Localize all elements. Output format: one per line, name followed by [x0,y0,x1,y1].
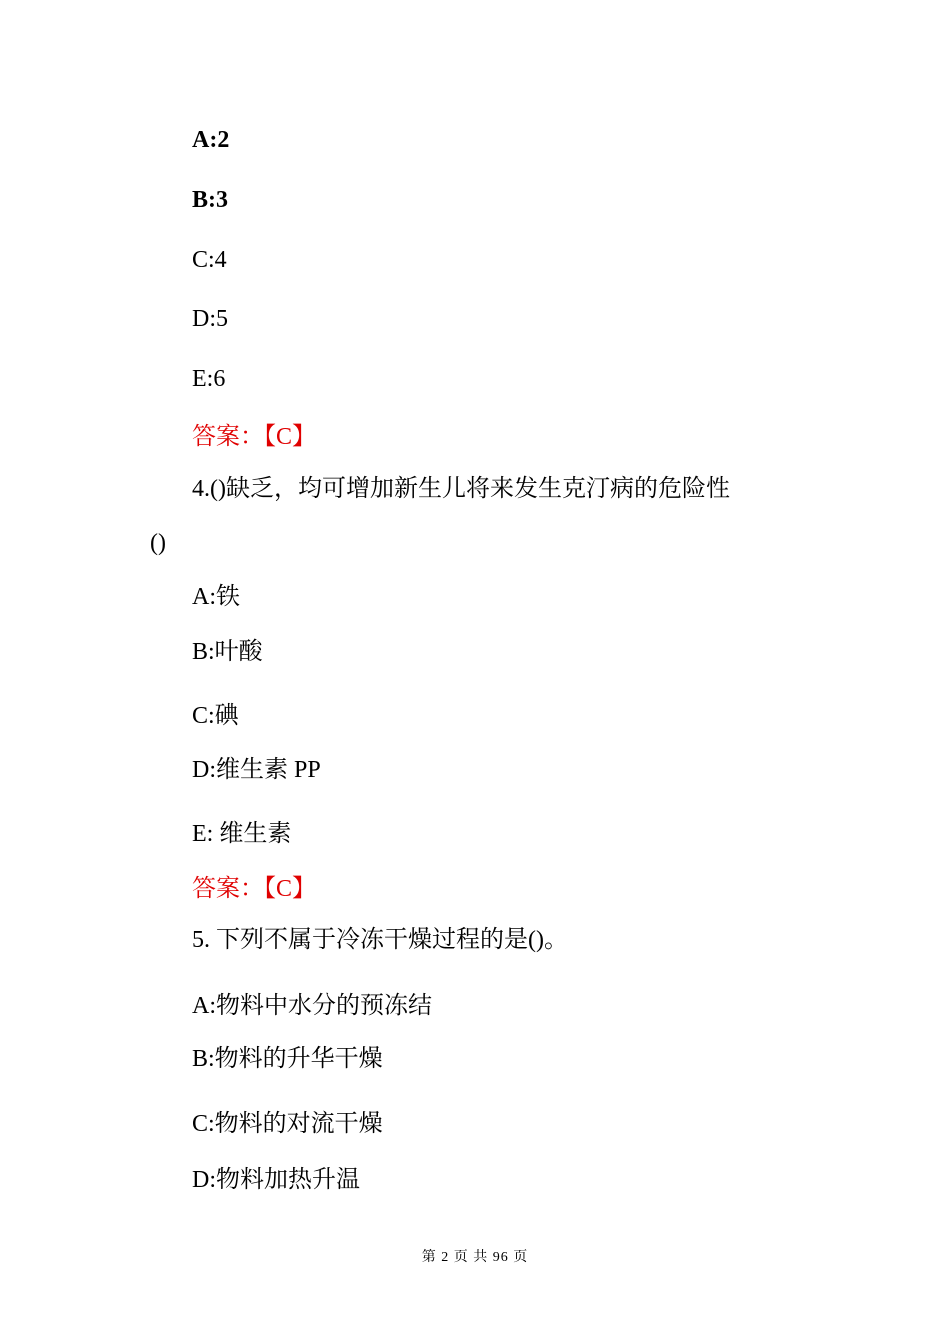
page-footer: 第 2 页 共 96 页 [421,1250,529,1265]
q4-option-c: C:碘 [192,703,239,729]
q5-option-c: C:物料的对流干燥 [192,1111,383,1137]
q4-stem-line2: () [150,530,166,556]
q5-option-a: A:物料中水分的预冻结 [192,993,432,1019]
q4-answer: 答案：【C】 [192,876,317,902]
q4-option-d: D:维生素 PP [192,757,321,783]
q3-option-c: C:4 [192,247,227,273]
q5-option-d: D:物料加热升温 [192,1167,360,1193]
q5-stem: 5. 下列不属于冷冻干燥过程的是()。 [192,927,568,953]
q4-option-e: E: 维生素 [192,821,292,847]
q3-option-e: E:6 [192,366,226,392]
q3-answer: 答案：【C】 [192,424,317,450]
q5-option-b: B:物料的升华干燥 [192,1046,383,1072]
q3-option-a: A:2 [192,127,230,153]
q3-option-b: B:3 [192,187,228,213]
q3-option-d: D:5 [192,306,228,332]
q4-option-a: A:铁 [192,584,240,610]
q4-option-b: B:叶酸 [192,639,263,665]
q4-stem-line1: 4.()缺乏，均可增加新生儿将来发生克汀病的危险性 [192,476,730,502]
